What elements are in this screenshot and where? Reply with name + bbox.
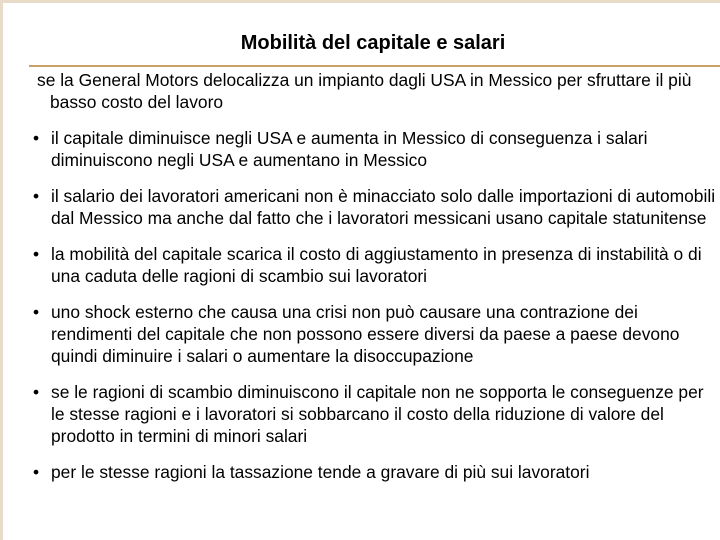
- title-divider: [29, 65, 720, 67]
- slide-title: Mobilità del capitale e salari: [240, 32, 506, 54]
- bullet-text: il capitale diminuisce negli USA e aumenta in Messico di conseguenza i salari diminuiscono negli USA e aumentano in Messico: [51, 128, 648, 170]
- bullet-icon: •: [33, 186, 40, 206]
- bullet-icon: •: [33, 128, 40, 148]
- slide-body: [33, 69, 720, 483]
- bullet-item: [33, 301, 720, 367]
- bullet-icon: •: [33, 382, 40, 402]
- bullet-text: se le ragioni di scambio diminuiscono il capitale non ne sopporta le conseguenze per le stesse ragioni e i lavoratori si sobbarcano il costo della riduzione di valore del prodotto in termini di minori salari: [51, 382, 704, 446]
- bullet-item: [33, 185, 720, 229]
- bullet-item: [33, 381, 720, 447]
- bullet-icon: •: [33, 244, 40, 264]
- bullet-text: la mobilità del capitale scarica il costo di aggiustamento in presenza di instabilità o di una caduta delle ragioni di scambio sui lavoratori: [51, 244, 702, 286]
- bullet-text: uno shock esterno che causa una crisi non può causare una contrazione dei rendimenti del capitale che non possono essere diversi da paese a paese devono quindi diminuire i salari o aumentare la disoccupazione: [51, 302, 680, 366]
- bullet-icon: •: [33, 302, 40, 322]
- bullet-item: [33, 243, 720, 287]
- intro-text: se la General Motors delocalizza un impianto dagli USA in Messico per sfruttare il più basso costo del lavoro: [37, 70, 692, 112]
- bullet-text: per le stesse ragioni la tassazione tende a gravare di più sui lavoratori: [51, 462, 590, 482]
- bullet-text: il salario dei lavoratori americani non è minacciato solo dalle importazioni di automobili dal Messico ma anche dal fatto che i lavoratori messicani usano capitale statunitense: [51, 186, 716, 228]
- bullet-item: [33, 461, 720, 483]
- bullet-list: [33, 127, 720, 483]
- bullet-item: [33, 127, 720, 171]
- bullet-icon: •: [33, 462, 40, 482]
